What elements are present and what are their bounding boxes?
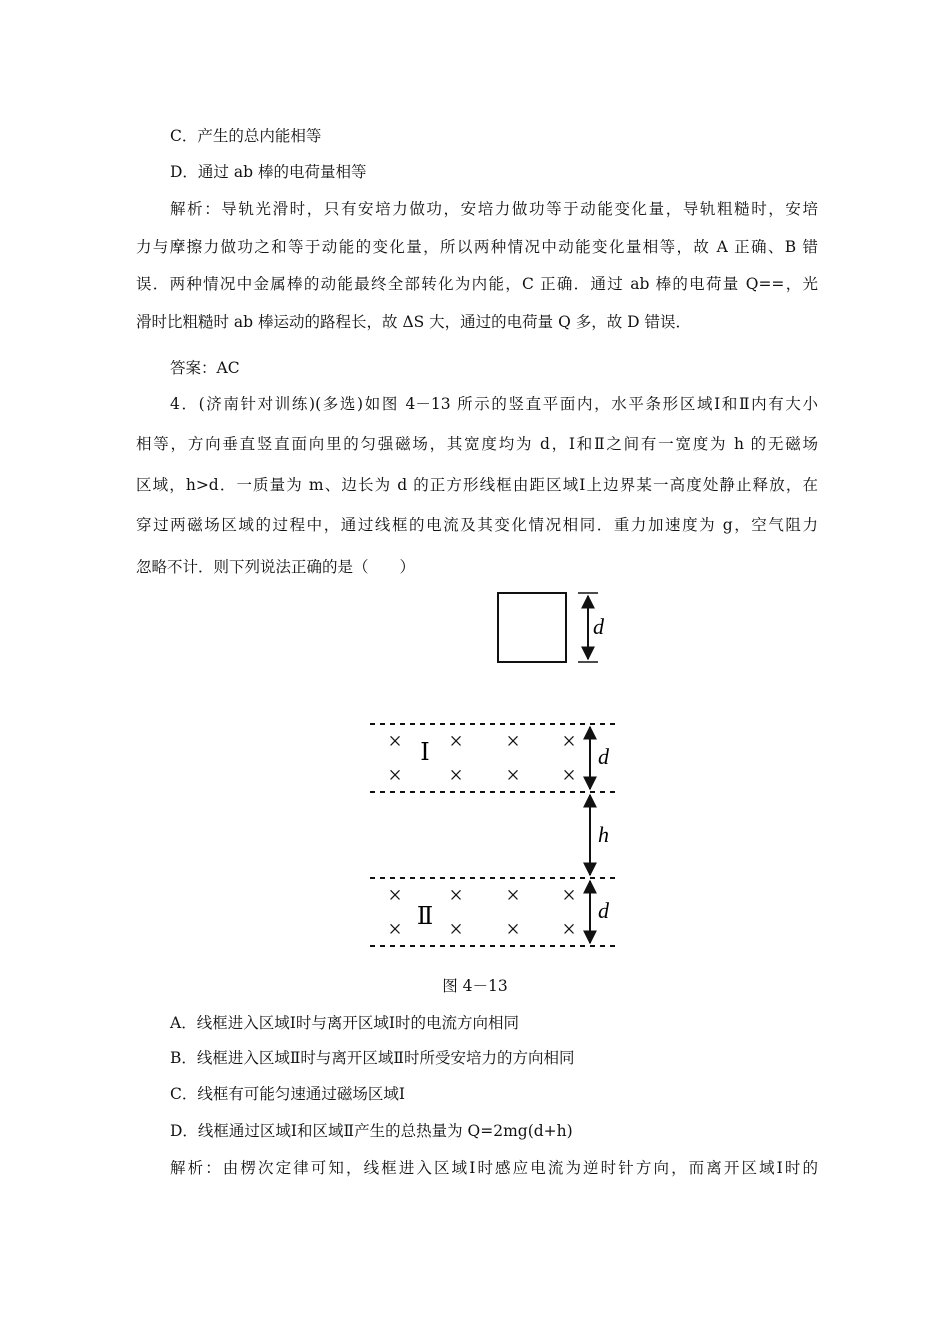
field-cross: × (388, 729, 402, 755)
figure-caption: 图 4－13 (442, 977, 508, 995)
option-d: D．线框通过区域Ⅰ和区域Ⅱ产生的总热量为 Q=2mg(d+h) (170, 1122, 573, 1140)
question-line: 穿过两磁场区域的过程中，通过线框的电流及其变化情况相同．重力加速度为 g，空气阻力 (136, 516, 818, 534)
label-d: d (593, 614, 604, 639)
option-b: B．线框进入区域Ⅱ时与离开区域Ⅱ时所受安培力的方向相同 (170, 1049, 575, 1067)
question-line: 忽略不计．则下列说法正确的是（ ） (136, 558, 416, 576)
field-cross: × (449, 729, 463, 755)
field-cross: × (388, 883, 402, 909)
analysis-line: 滑时比粗糙时 ab 棒运动的路程长，故 ΔS 大，通过的电荷量 Q 多，故 D 错误． (136, 313, 692, 331)
label-d: d (598, 744, 609, 769)
field-cross: × (449, 917, 463, 943)
analysis-line: 解析：导轨光滑时，只有安培力做功，安培力做功等于动能变化量，导轨粗糙时，安培 (170, 200, 818, 218)
question-line: 相等，方向垂直竖直面向里的匀强磁场，其宽度均为 d，Ⅰ和Ⅱ之间有一宽度为 h 的无磁场 (136, 435, 818, 453)
analysis-line: 力与摩擦力做功之和等于动能的变化量，所以两种情况中动能变化量相等，故 A 正确、B 错 (136, 238, 818, 256)
field-cross: × (506, 729, 520, 755)
field-cross: × (449, 763, 463, 789)
field-cross: × (388, 763, 402, 789)
field-cross: × (562, 883, 576, 909)
label-d: d (598, 898, 609, 923)
field-cross: × (562, 729, 576, 755)
label-h: h (598, 822, 609, 847)
field-cross: × (388, 917, 402, 943)
analysis-line: 解析：由楞次定律可知，线框进入区域Ⅰ时感应电流为逆时针方向，而离开区域Ⅰ时的 (170, 1159, 818, 1177)
question-line: 区域，h>d．一质量为 m、边长为 d 的正方形线框由距区域Ⅰ上边界某一高度处静止释放，在 (136, 476, 818, 494)
field-cross: × (506, 917, 520, 943)
region-2-label: Ⅱ (416, 904, 434, 930)
analysis-line: 误．两种情况中金属棒的动能最终全部转化为内能，C 正确．通过 ab 棒的电荷量 Q==，光 (136, 275, 818, 293)
option-d-prev: D．通过 ab 棒的电荷量相等 (170, 163, 367, 181)
field-cross: × (506, 883, 520, 909)
field-cross: × (562, 763, 576, 789)
answer: 答案：AC (170, 359, 240, 377)
question-line: 4．(济南针对训练)(多选)如图 4－13 所示的竖直平面内，水平条形区域Ⅰ和Ⅱ内有大小 (170, 395, 818, 413)
option-c-prev: C．产生的总内能相等 (170, 127, 322, 145)
field-cross: × (506, 763, 520, 789)
field-cross: × (449, 883, 463, 909)
option-c: C．线框有可能匀速通过磁场区域Ⅰ (170, 1085, 405, 1103)
field-cross: × (562, 917, 576, 943)
option-a: A．线框进入区域Ⅰ时与离开区域Ⅰ时的电流方向相同 (170, 1014, 519, 1032)
region-1-label: Ⅰ (420, 740, 430, 766)
square-coil (498, 593, 566, 662)
